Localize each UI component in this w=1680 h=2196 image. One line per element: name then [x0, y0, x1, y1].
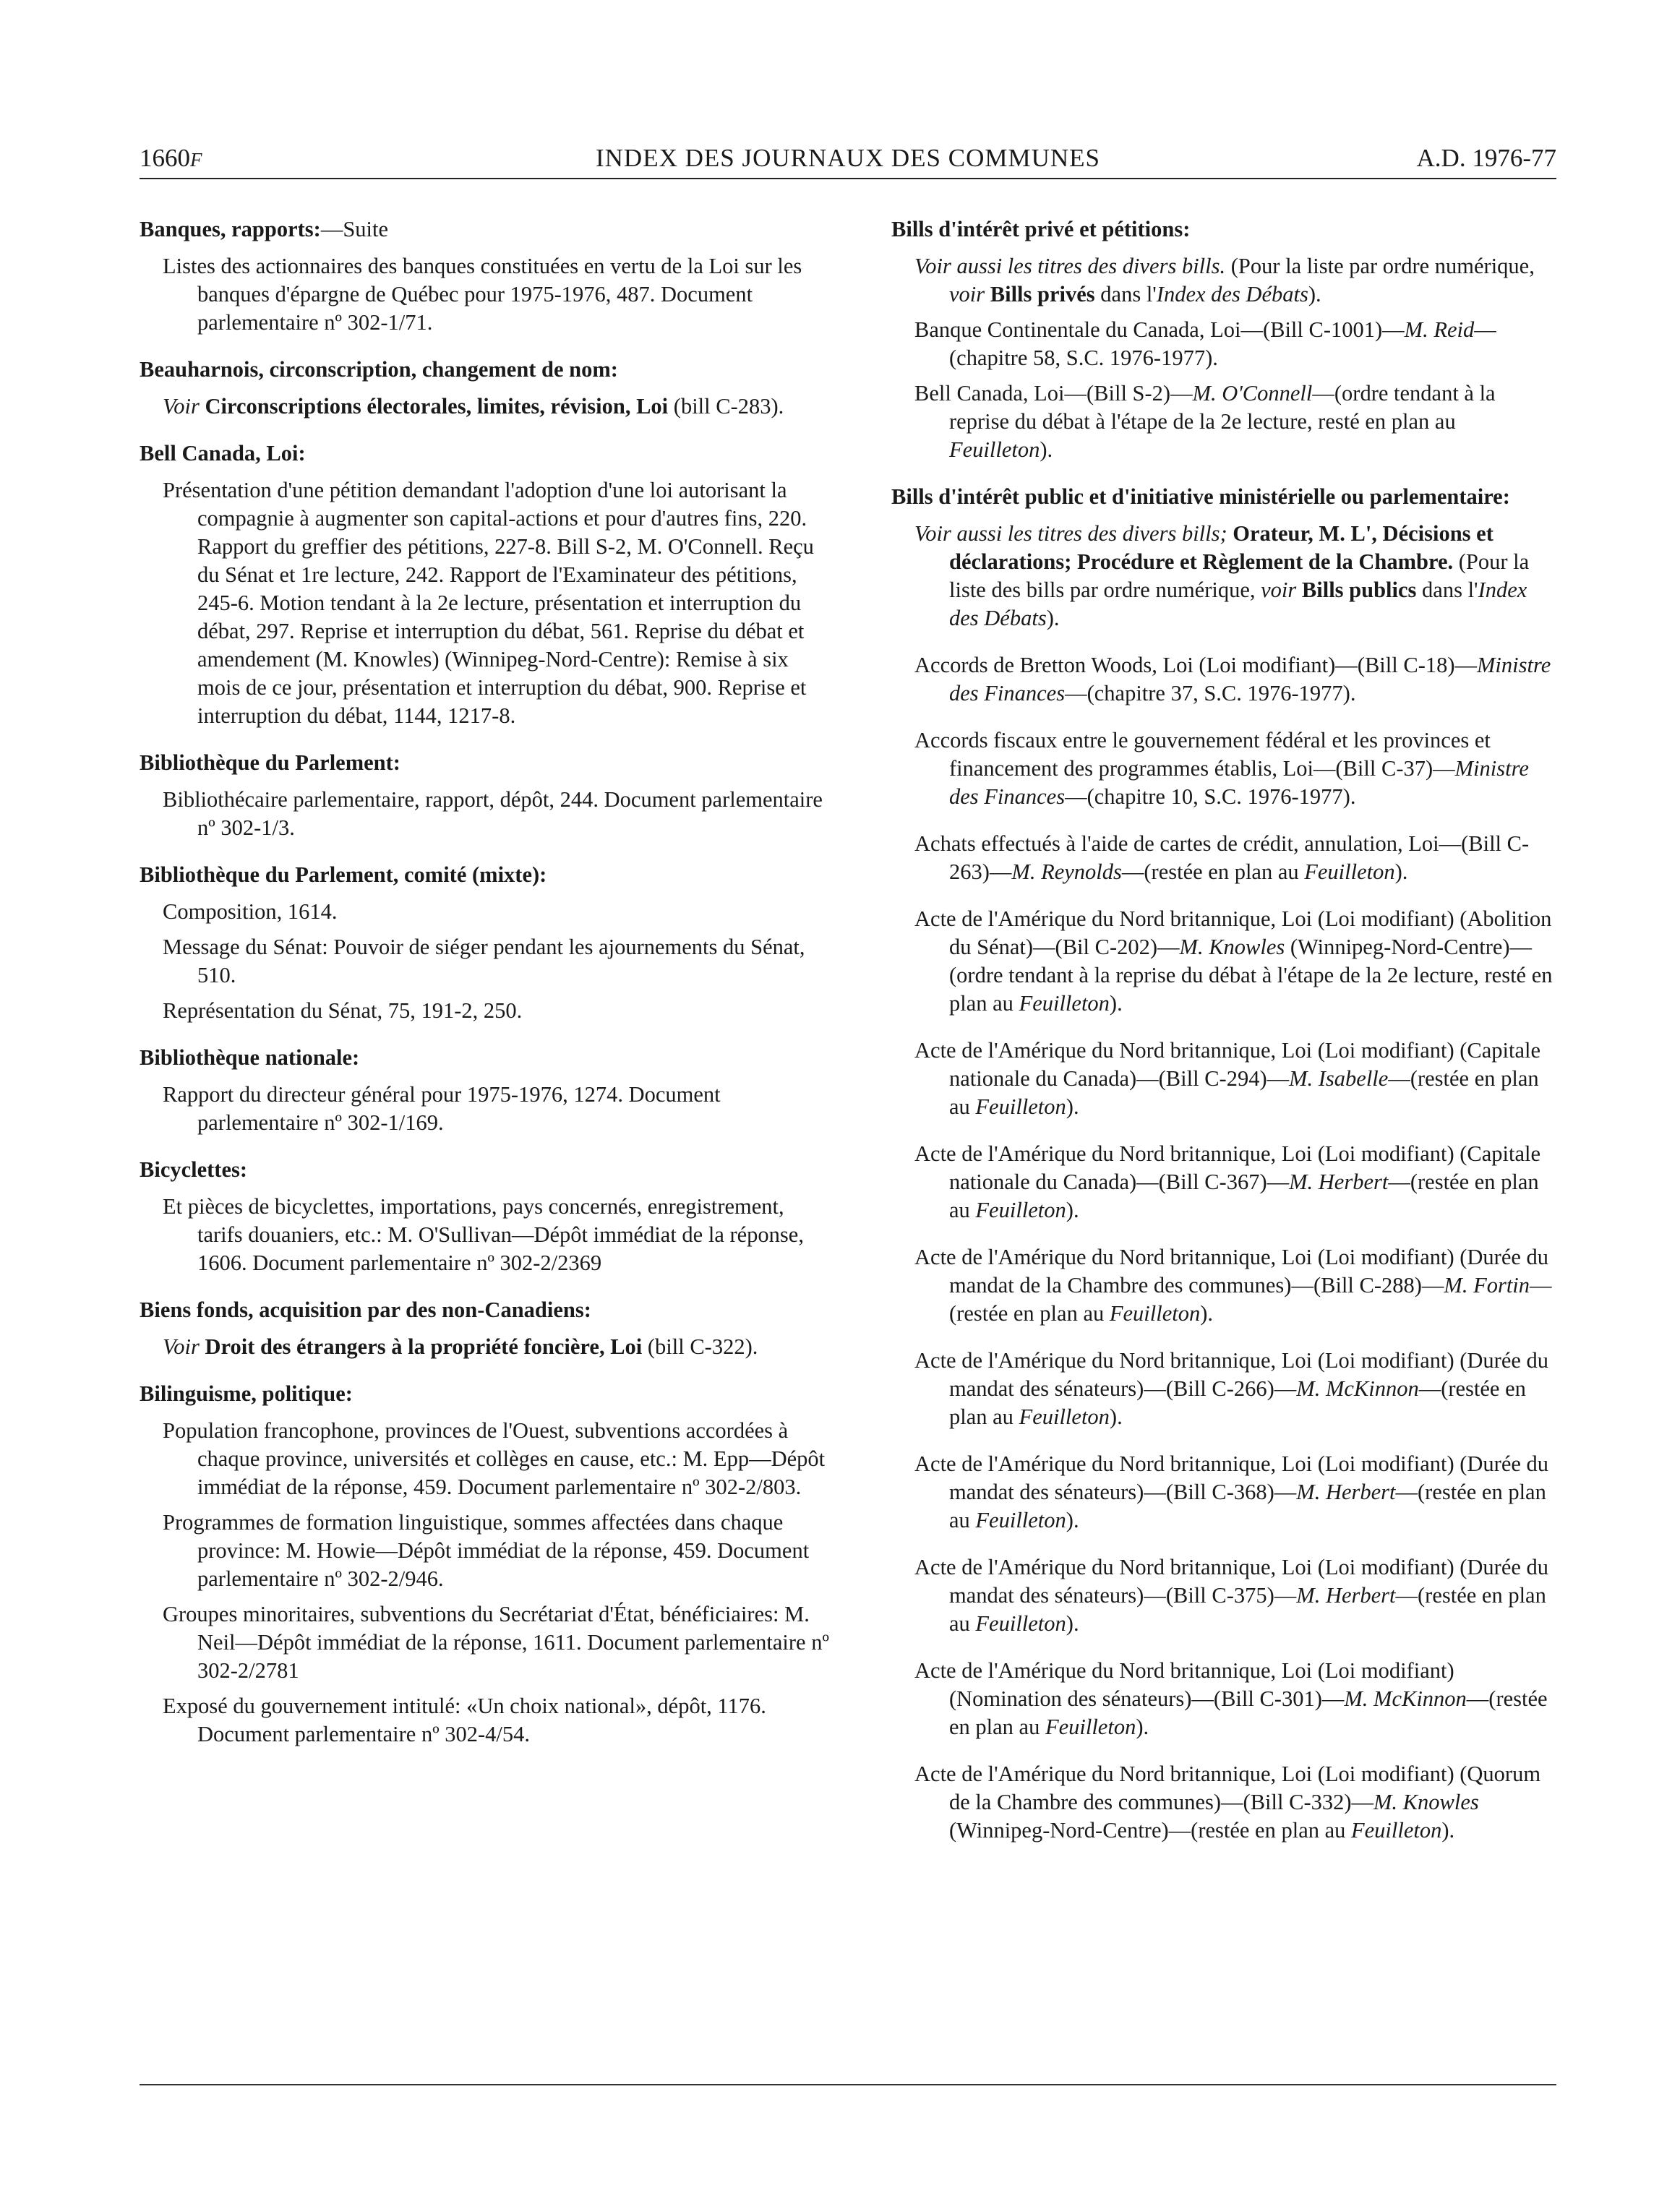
index-entry: Acte de l'Amérique du Nord britannique, Loi (Loi modifiant) (Capitale nationale du Canada)—(Bill C-294)—M. Isabelle—(restée en plan au Feuilleton).: [914, 1038, 1541, 1119]
index-entry: Acte de l'Amérique du Nord britannique, Loi (Loi modifiant) (Nomination des sénateurs)—(Bill C-301)—M. McKinnon—(restée en plan au Feuilleton).: [914, 1658, 1548, 1739]
index-entry: Accords fiscaux entre le gouvernement fédéral et les provinces et financement des programmes établis, Loi—(Bill C-37)—Ministre des Finances—(chapitre 10, S.C. 1976-1977).: [914, 728, 1529, 809]
index-section: [140, 1156, 833, 1277]
section-heading: Bell Canada, Loi:: [140, 441, 306, 466]
index-entry: Voir Droit des étrangers à la propriété foncière, Loi (bill C-322).: [163, 1334, 758, 1359]
index-section: [140, 861, 833, 1025]
index-entry: Acte de l'Amérique du Nord britannique, Loi (Loi modifiant) (Quorum de la Chambre des communes)—(Bill C-332)—M. Knowles (Winnipeg-Nord-Centre)—(restée en plan au Feuilleton).: [914, 1762, 1541, 1843]
right-column: [891, 215, 1556, 1863]
section-heading: Beauharnois, circonscription, changement de nom:: [140, 357, 618, 382]
index-entry: Représentation du Sénat, 75, 191-2, 250.: [163, 998, 523, 1023]
index-entry: Listes des actionnaires des banques constituées en vertu de la Loi sur les banques d'épargne de Québec pour 1975-1976, 487. Document parlementaire nº 302-1/71.: [163, 254, 802, 335]
page-title: INDEX DES JOURNAUX DES COMMUNES: [596, 144, 1100, 172]
index-section: [140, 1380, 833, 1749]
section-heading: Bills d'intérêt public et d'initiative ministérielle ou parlementaire:: [891, 484, 1510, 509]
section-heading: Bibliothèque nationale:: [140, 1045, 360, 1070]
section-heading: Banques, rapports:—Suite: [140, 217, 389, 241]
index-entry: Population francophone, provinces de l'Ouest, subventions accordées à chaque province, universités et collèges en cause, etc.: M. Epp—Dépôt immédiat de la réponse, 459. Document parlementaire nº 302-2/803.: [163, 1418, 826, 1499]
header-rule: [140, 178, 1556, 179]
page-number: 1660F: [140, 144, 202, 172]
index-entry: Programmes de formation linguistique, sommes affectées dans chaque province: M. Howie—Dépôt immédiat de la réponse, 459. Document parlementaire nº 302-2/946.: [163, 1510, 810, 1591]
footer-rule: [140, 2084, 1556, 2085]
index-entry: Acte de l'Amérique du Nord britannique, Loi (Loi modifiant) (Abolition du Sénat)—(Bil C-202)—M. Knowles (Winnipeg-Nord-Centre)—(ordre tendant à la reprise du débat à l'étape de la 2e lecture, resté en plan au Feuilleton).: [914, 906, 1553, 1016]
index-entry: Voir Circonscriptions électorales, limites, révision, Loi (bill C-283).: [163, 394, 784, 419]
index-section: [140, 1044, 833, 1137]
index-entry: Accords de Bretton Woods, Loi (Loi modifiant)—(Bill C-18)—Ministre des Finances—(chapitre 37, S.C. 1976-1977).: [914, 653, 1551, 705]
index-entry: Bell Canada, Loi—(Bill S-2)—M. O'Connell—(ordre tendant à la reprise du débat à l'étape de la 2e lecture, resté en plan au Feuilleton).: [914, 381, 1496, 462]
index-section: [140, 356, 833, 421]
index-entry: Rapport du directeur général pour 1975-1976, 1274. Document parlementaire nº 302-1/169.: [163, 1082, 721, 1135]
index-entry: Voir aussi les titres des divers bills. (Pour la liste par ordre numérique, voir Bills privés dans l'Index des Débats).: [914, 254, 1535, 306]
page-suffix: F: [190, 149, 202, 171]
index-section: [140, 215, 833, 337]
index-entry: Banque Continentale du Canada, Loi—(Bill C-1001)—M. Reid—(chapitre 58, S.C. 1976-1977).: [914, 317, 1496, 370]
index-entry: Bibliothécaire parlementaire, rapport, dépôt, 244. Document parlementaire nº 302-1/3.: [163, 787, 823, 840]
index-section: [891, 215, 1556, 464]
index-section: [140, 749, 833, 842]
index-section: [140, 439, 833, 730]
section-heading: Bilinguisme, politique:: [140, 1381, 353, 1406]
index-entry: Composition, 1614.: [163, 899, 338, 924]
index-entry: Acte de l'Amérique du Nord britannique, Loi (Loi modifiant) (Capitale nationale du Canada)—(Bill C-367)—M. Herbert—(restée en plan au Feuilleton).: [914, 1141, 1541, 1222]
index-section: [891, 483, 1556, 1845]
index-entry: Groupes minoritaires, subventions du Secrétariat d'État, bénéficiaires: M. Neil—Dépôt immédiat de la réponse, 1611. Document parlementaire nº 302-2/2781: [163, 1602, 829, 1683]
running-head: [140, 139, 1556, 178]
page-year: A.D. 1976-77: [1416, 144, 1556, 172]
left-column: [140, 215, 833, 1767]
index-entry: Achats effectués à l'aide de cartes de crédit, annulation, Loi—(Bill C-263)—M. Reynolds—(restée en plan au Feuilleton).: [914, 831, 1530, 884]
index-entry: Exposé du gouvernement intitulé: «Un choix national», dépôt, 1176. Document parlementaire nº 302-4/54.: [163, 1694, 766, 1746]
index-entry: Acte de l'Amérique du Nord britannique, Loi (Loi modifiant) (Durée du mandat de la Chambre des communes)—(Bill C-288)—M. Fortin—(restée en plan au Feuilleton).: [914, 1245, 1552, 1326]
index-section: [140, 1296, 833, 1361]
section-heading: Bills d'intérêt privé et pétitions:: [891, 217, 1191, 241]
index-entry: Acte de l'Amérique du Nord britannique, Loi (Loi modifiant) (Durée du mandat des sénateurs)—(Bill C-375)—M. Herbert—(restée en plan au Feuilleton).: [914, 1555, 1549, 1636]
index-entry: Voir aussi les titres des divers bills; Orateur, M. L', Décisions et déclarations; Procédure et Règlement de la Chambre. (Pour la liste des bills par ordre numérique, voir Bills publics dans l'Index des Débats).: [914, 521, 1530, 630]
section-heading: Bibliothèque du Parlement:: [140, 750, 400, 775]
index-entry: Acte de l'Amérique du Nord britannique, Loi (Loi modifiant) (Durée du mandat des sénateurs)—(Bill C-266)—M. McKinnon—(restée en plan au Feuilleton).: [914, 1348, 1549, 1429]
section-heading: Bibliothèque du Parlement, comité (mixte):: [140, 862, 547, 887]
index-entry: Acte de l'Amérique du Nord britannique, Loi (Loi modifiant) (Durée du mandat des sénateurs)—(Bill C-368)—M. Herbert—(restée en plan au Feuilleton).: [914, 1451, 1549, 1532]
index-entry: Message du Sénat: Pouvoir de siéger pendant les ajournements du Sénat, 510.: [163, 935, 805, 987]
section-heading: Biens fonds, acquisition par des non-Canadiens:: [140, 1298, 591, 1322]
index-entry: Présentation d'une pétition demandant l'adoption d'une loi autorisant la compagnie à augmenter son capital-actions et pour d'autres fins, 220. Rapport du greffier des pétitions, 227-8. Bill S-2, M. O'Connell. Reçu du Sénat et 1re lecture, 242. Rapport de l'Examinateur des pétitions, 245-6. Motion tendant à la 2e lecture, présentation et interruption du débat, 297. Reprise et interruption du débat, 561. Reprise du débat et amendement (M. Knowles) (Winnipeg-Nord-Centre): Remise à six mois de ce jour, présentation et interruption du débat, 900. Reprise et interruption du débat, 1144, 1217-8.: [163, 478, 814, 728]
index-entry: Et pièces de bicyclettes, importations, pays concernés, enregistrement, tarifs douaniers, etc.: M. O'Sullivan—Dépôt immédiat de la réponse, 1606. Document parlementaire nº 302-2/2369: [163, 1194, 804, 1275]
section-heading: Bicyclettes:: [140, 1157, 248, 1182]
